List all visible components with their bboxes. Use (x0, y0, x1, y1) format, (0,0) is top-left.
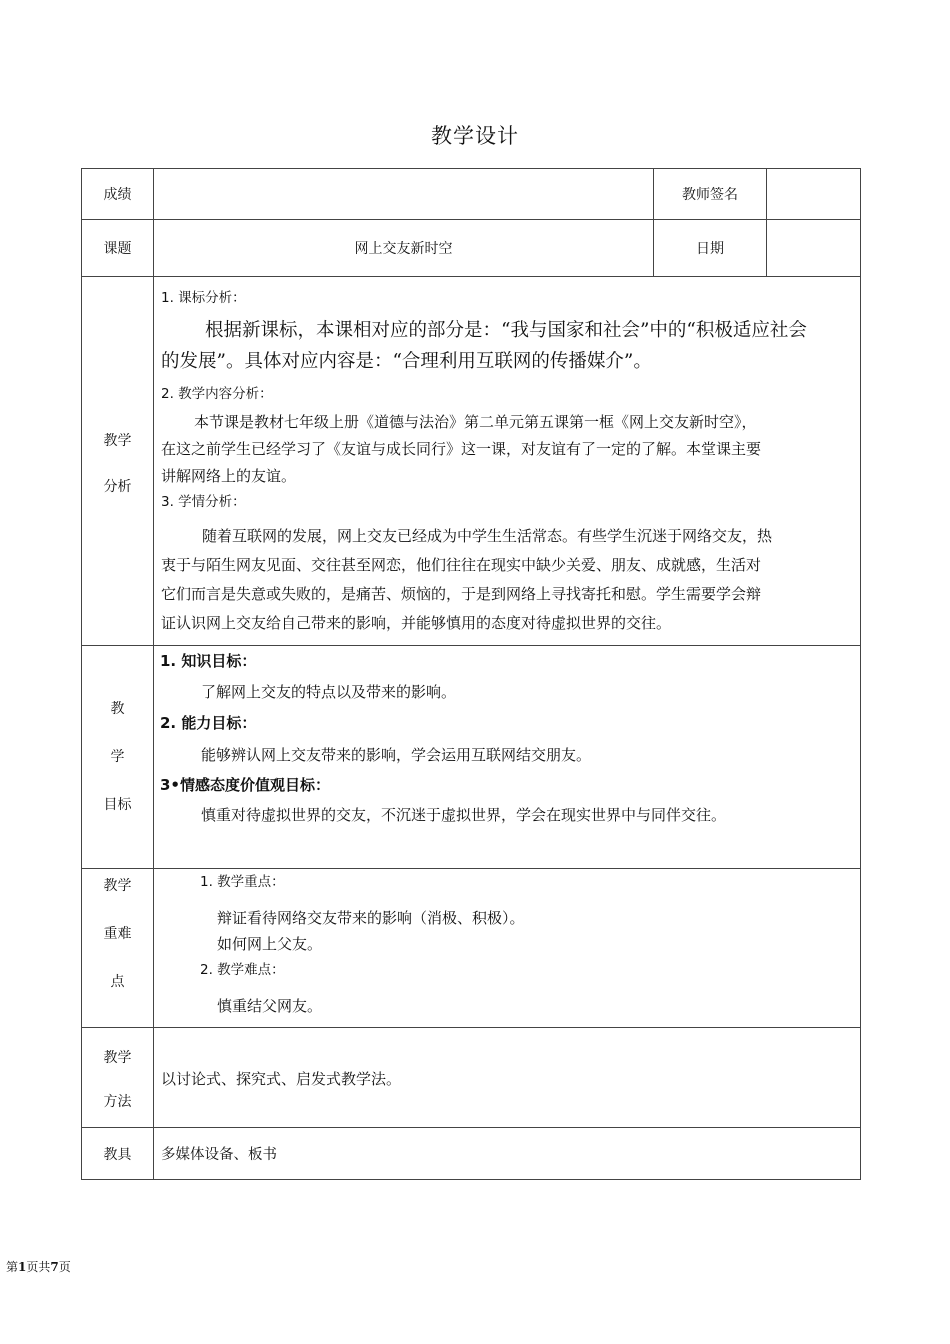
method-value: 以讨论式、探究式、启发式教学法。 (161, 1070, 402, 1088)
row-keypoints (82, 869, 861, 1028)
method-label-line2: 方法 (103, 1093, 132, 1110)
keypoints-heading-1: 1. 教学重点： (200, 874, 285, 890)
analysis-para-3-line4: 证认识网上交友给自己带来的影响，并能够慎用的态度对待虚拟世界的交往。 (161, 614, 672, 632)
method-label-line1: 教学 (103, 1049, 132, 1066)
goals-para-2: 能够辨认网上交友带来的影响，学会运用互联网结交朋友。 (201, 746, 592, 764)
page-footer (6, 1258, 71, 1275)
analysis-heading-1: 1. 课标分析： (161, 290, 246, 306)
date-label: 日期 (654, 220, 767, 277)
analysis-heading-3: 3. 学情分析： (161, 494, 246, 510)
goals-para-3: 慎重对待虚拟世界的交友，不沉迷于虚拟世界，学会在现实世界中与同伴交往。 (201, 806, 727, 824)
analysis-para-1-line2: 的发展”。具体对应内容是：“合理利用互联网的传播媒介”。 (161, 351, 652, 372)
analysis-para-2-line3: 讲解网络上的友谊。 (161, 467, 297, 485)
date-value (767, 220, 861, 277)
analysis-label-line2: 分析 (103, 479, 132, 495)
teacher-sign-value (767, 169, 861, 220)
footer-mid: 页共 (26, 1260, 51, 1274)
goals-heading-2: 2. 能力目标： (160, 714, 257, 732)
analysis-para-2-line2: 在这之前学生已经学习了《友谊与成长同行》这一课，对友谊有了一定的了解。本堂课主要 (161, 440, 762, 458)
analysis-para-2-line1: 本节课是教材七年级上册《道德与法治》第二单元第五课第一框《网上交友新时空》， (194, 413, 757, 431)
analysis-content (154, 277, 861, 646)
goals-para-1: 了解网上交友的特点以及带来的影响。 (201, 683, 457, 701)
teacher-sign-label: 教师签名 (654, 169, 767, 220)
row-goals (82, 646, 861, 869)
tools-label: 教具 (82, 1128, 154, 1180)
topic-value: 网上交友新时空 (154, 220, 654, 277)
document-title: 教学设计 (431, 124, 519, 148)
footer-suffix: 页 (58, 1260, 71, 1274)
analysis-para-3-line3: 它们而言是失意或失败的，是痛苦、烦恼的，于是到网络上寻找寄托和慰。学生需要学会辩 (161, 585, 762, 603)
tools-value: 多媒体设备、板书 (161, 1147, 277, 1163)
goals-label (82, 646, 154, 869)
analysis-heading-2: 2. 教学内容分析： (161, 386, 273, 402)
row-tools (82, 1128, 861, 1180)
keypoints-content (154, 869, 861, 1028)
tools-content (154, 1128, 861, 1180)
row-analysis (82, 277, 861, 646)
goals-content (154, 646, 861, 869)
analysis-para-3-line2: 衷于与陌生网友见面、交往甚至网恋，他们往往在现实中缺少关爱、朋友、成就感，生活对 (161, 556, 762, 574)
keypoints-label-line3: 点 (110, 974, 125, 990)
goals-label-line3: 目标 (103, 797, 132, 813)
goals-label-line2: 学 (110, 749, 125, 765)
topic-label: 课题 (82, 220, 154, 277)
goals-label-line1: 教 (110, 701, 125, 717)
keypoints-label-line1: 教学 (103, 878, 132, 894)
score-value (154, 169, 654, 220)
keypoints-para-1-line1: 辩证看待网络交友带来的影响（消极、积极）。 (217, 909, 525, 927)
score-label: 成绩 (82, 169, 154, 220)
analysis-label-line1: 教学 (103, 433, 132, 449)
analysis-para-3-line1: 随着互联网的发展，网上交友已经成为中学生生活常态。有些学生沉迷于网络交友，热 (202, 527, 773, 545)
footer-page-number: 1 (18, 1260, 27, 1274)
analysis-para-1-line1: 根据新课标，本课相对应的部分是：“我与国家和社会”中的“积极适应社会 (205, 320, 807, 341)
method-label (82, 1028, 154, 1128)
footer-total-pages: 7 (50, 1260, 59, 1274)
method-content (154, 1028, 861, 1128)
keypoints-label-line2: 重难 (103, 926, 132, 942)
keypoints-para-1-line2: 如何网上父友。 (217, 935, 323, 953)
lesson-plan-table (81, 168, 861, 1180)
keypoints-para-2: 慎重结父网友。 (217, 997, 323, 1015)
analysis-label (82, 277, 154, 646)
goals-heading-1: 1. 知识目标： (160, 652, 257, 670)
footer-prefix: 第 (6, 1260, 19, 1274)
keypoints-heading-2: 2. 教学难点： (200, 962, 285, 978)
row-method (82, 1028, 861, 1128)
goals-heading-3: 3•情感态度价值观目标： (160, 776, 331, 794)
row-score (82, 169, 861, 220)
row-topic (82, 220, 861, 277)
keypoints-label (82, 869, 154, 1028)
